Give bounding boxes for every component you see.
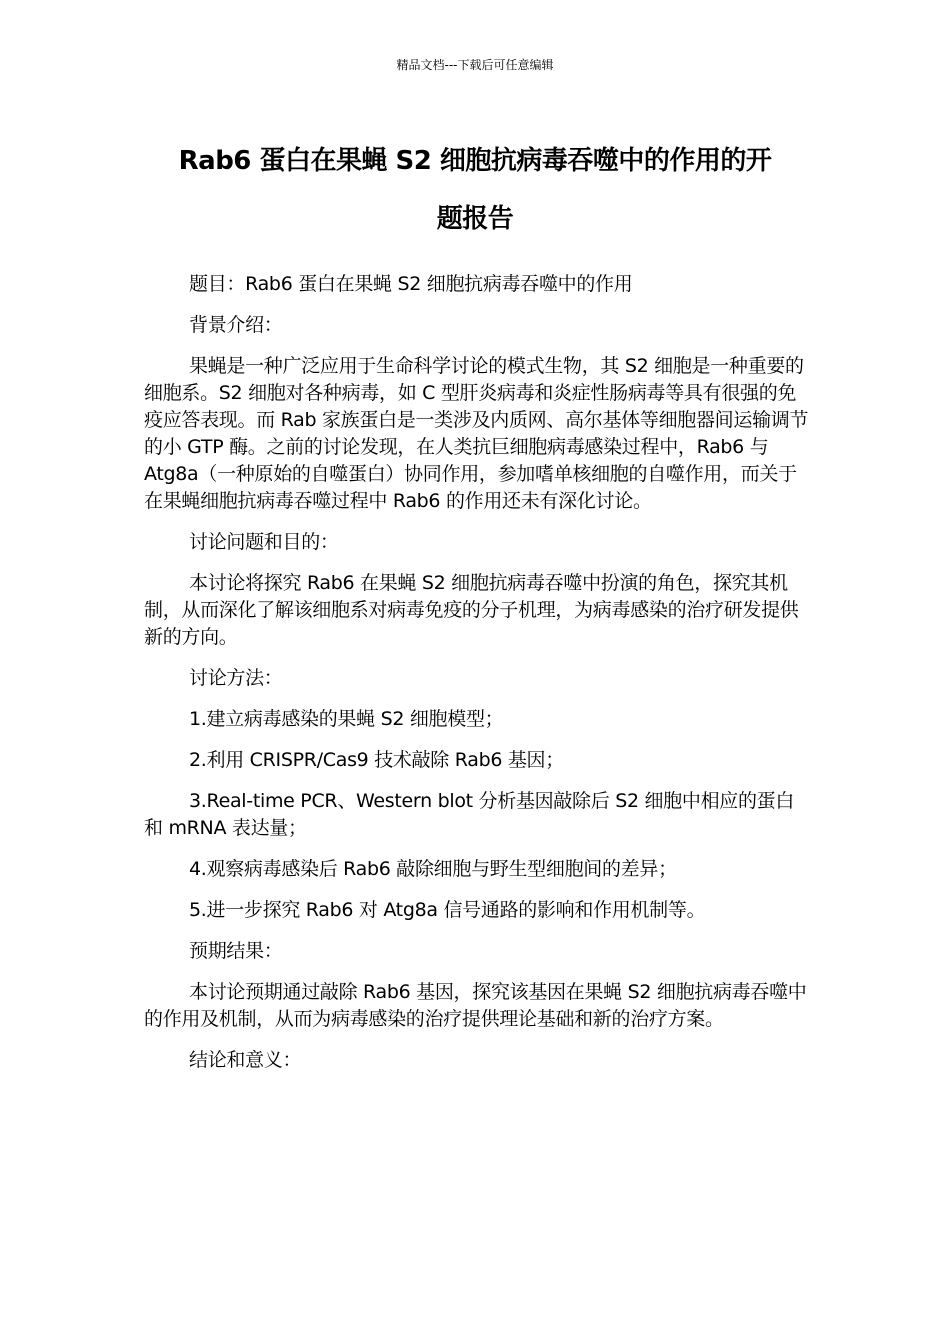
method-item-3: 3.Real-time PCR、Western blot 分析基因敲除后 S2 细胞中相应的蛋白和 mRNA 表达量； [144, 790, 795, 839]
section-heading-background: 背景介绍： [189, 314, 283, 336]
expected-results-paragraph: 本讨论预期通过敲除 Rab6 基因，探究该基因在果蝇 S2 细胞抗病毒吞噬中的作用及机制，从而为病毒感染的治疗提供理论基础和新的治疗方案。 [144, 981, 807, 1030]
topic-line: 题目：Rab6 蛋白在果蝇 S2 细胞抗病毒吞噬中的作用 [189, 273, 633, 295]
method-item-2: 2.利用 CRISPR/Cas9 技术敲除 Rab6 基因； [189, 749, 564, 771]
header-note: 精品文档---下载后可任意编辑 [396, 58, 554, 72]
section-heading-questions: 讨论问题和目的： [189, 531, 339, 553]
section-heading-expected-results: 预期结果： [189, 940, 283, 962]
title-line-2: 题报告 [436, 204, 514, 234]
method-item-5: 5.进一步探究 Rab6 对 Atg8a 信号通路的影响和作用机制等。 [189, 899, 706, 921]
section-heading-methods: 讨论方法： [189, 667, 283, 689]
method-item-1: 1.建立病毒感染的果蝇 S2 细胞模型； [189, 708, 504, 730]
document-title [120, 132, 830, 248]
section-heading-conclusion: 结论和意义： [189, 1049, 302, 1071]
questions-paragraph: 本讨论将探究 Rab6 在果蝇 S2 细胞抗病毒吞噬中扮演的角色，探究其机制，从而深化了解该细胞系对病毒免疫的分子机理，为病毒感染的治疗研发提供新的方向。 [144, 572, 799, 648]
method-item-4: 4.观察病毒感染后 Rab6 敲除细胞与野生型细胞间的差异； [189, 858, 677, 880]
title-line-1: Rab6 蛋白在果蝇 S2 细胞抗病毒吞噬中的作用的开 [178, 146, 772, 176]
background-paragraph: 果蝇是一种广泛应用于生命科学讨论的模式生物，其 S2 细胞是一种重要的细胞系。S2 细胞对各种病毒，如 C 型肝炎病毒和炎症性肠病毒等具有很强的免疫应答表现。而 Rab 家族蛋白是一类涉及内质网、高尔基体等细胞器间运输调节的小 GTP 酶。之前的讨论发现，在人类抗巨细胞病毒感染过程中，Rab6 与 Atg8a（一种原始的自噬蛋白）协同作用，参加嗜单核细胞的自噬作用，而关于在果蝇细胞抗病毒吞噬过程中 Rab6 的作用还未有深化讨论。 [144, 355, 809, 512]
document-body [144, 271, 812, 1088]
